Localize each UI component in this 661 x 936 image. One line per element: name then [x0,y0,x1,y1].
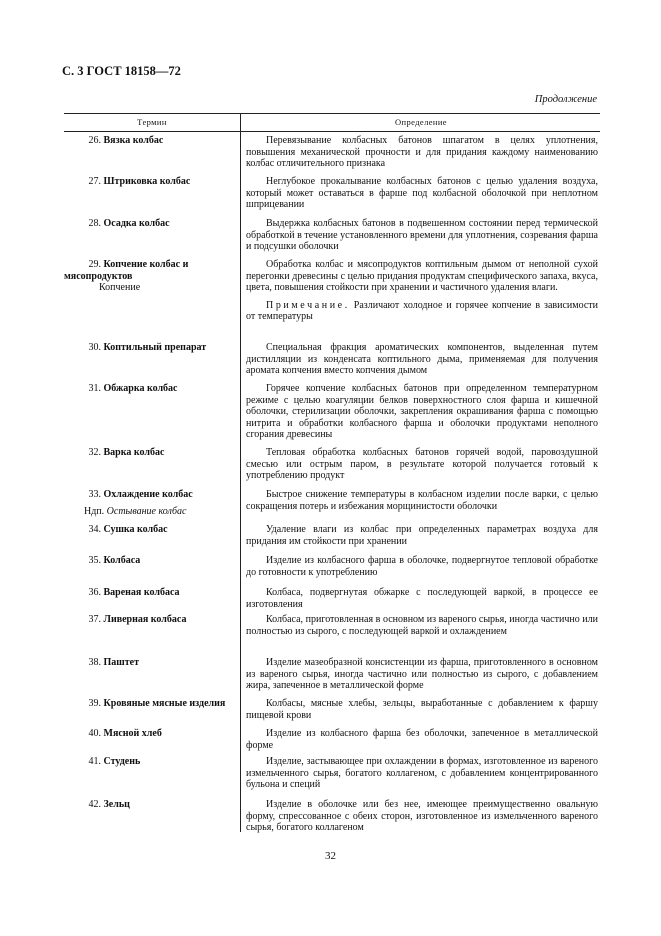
term-number: 30. [88,342,101,353]
term-number: 33. [88,489,101,500]
term-cell [64,756,236,768]
term-cell [64,176,236,188]
column-divider [240,130,241,832]
definition-cell [246,756,598,791]
term-cell [64,524,236,536]
term-name: Вареная колбаса [103,587,180,598]
definition-text: Изделие из колбасного фарша в оболочке, подвергнутое тепловой обработке до готовности к употреблению [246,555,598,578]
definition-cell [246,799,598,834]
term-number: 28. [88,218,101,229]
term-name: Копчение колбас и мясопродуктов [64,259,189,282]
term-cell [64,657,236,669]
definition-note [246,300,598,323]
definition-text: Колбаса, приготовленная в основном из вареного сырья, иногда частично или полностью из сырого, с последующей варкой и охлаждением [246,614,598,637]
definition-text: Быстрое снижение температуры в колбасном изделии после варки, с целью сокращения потерь и избежания морщинистости оболочки [246,489,598,512]
term-name: Паштет [103,657,139,668]
definition-text: Специальная фракция ароматических компонентов, выделенная путем дистилляции из конденсата коптильного дыма, применяемая для получения аромата копчения вместо копчения дымом [246,342,598,377]
term-number: 36. [88,587,101,598]
deprecated-term-name: Остывание колбас [106,505,187,517]
definition-cell [246,383,598,441]
term-cell [64,587,236,599]
continuation-label: Продолжение [534,94,597,105]
column-header-term: Термин [137,117,167,127]
term-number: 40. [88,728,101,739]
term-name: Мясной хлеб [103,728,162,739]
note-label: Примечание. [266,299,350,311]
definition-cell [246,447,598,482]
definition-cell [246,524,598,547]
term-number: 26. [88,135,101,146]
definition-cell [246,555,598,578]
definition-text: Неглубокое прокалывание колбасных батонов с целью удаления воздуха, который может оставаться в фарше под колбасной оболочкой при неплотном шприцевании [246,176,598,211]
term-name: Штриковка колбас [103,176,191,187]
definition-cell [246,218,598,253]
definition-cell [246,657,598,692]
definition-cell [246,728,598,751]
term-number: 31. [88,383,101,394]
definition-text: Обработка колбас и мясопродуктов коптильным дымом от неполной сухой перегонки древесины с целью придания продуктам специфического запаха, вкуса, цвета, повышения стойкости при хранении и частичного удаления влаги. [246,259,598,294]
definition-cell [246,587,598,610]
definition-cell [246,135,598,170]
term-number: 38. [88,657,101,668]
term-cell [64,614,236,626]
definition-cell [246,489,598,512]
term-cell [64,218,236,230]
note-text: Различают холодное и горячее копчение в зависимости от температуры [246,299,599,323]
term-number: 34. [88,524,101,535]
term-name: Сушка колбас [103,524,168,535]
term-cell [64,342,236,354]
term-name: Вязка колбас [103,135,164,146]
term-cell [64,698,236,710]
term-number: 41. [88,756,101,767]
term-name: Обжарка колбас [103,383,178,394]
definition-cell [246,342,598,377]
term-name: Студень [103,756,141,767]
term-name: Охлаждение колбас [103,489,193,500]
term-name: Зельц [103,799,130,810]
term-name: Варка колбас [103,447,165,458]
definition-cell [246,259,598,323]
term-name: Кровяные мясные изделия [103,698,226,709]
term-number: 32. [88,447,101,458]
term-number: 37. [88,614,101,625]
term-cell [64,259,236,294]
definition-text: Колбасы, мясные хлебы, зельцы, выработанные с добавлением к фаршу пищевой крови [246,698,598,721]
term-name: Ливерная колбаса [103,614,187,625]
term-number: 39. [88,698,101,709]
page-number: 32 [325,850,336,862]
definition-cell [246,614,598,637]
definition-cell [246,698,598,721]
term-cell [64,555,236,567]
term-cell [64,728,236,740]
definition-text: Изделие в оболочке или без нее, имеющее преимущественно овальную форму, спрессованное с обеих сторон, изготовленное из измельченного вареного сырья, богатого коллагеном [246,799,598,834]
definition-text: Изделие, застывающее при охлаждении в формах, изготовленное из вареного измельченного сырья, богатого коллагеном, с добавлением концентрированного бульона и специй [246,756,598,791]
term-name: Осадка колбас [103,218,170,229]
column-header-definition: Определение [240,114,601,131]
definition-text: Изделие мазеобразной консистенции из фарша, приготовленного в основном из вареного сырья, иногда частично или полностью из сырого, с добавлением жира, запеченное в металлической форме [246,657,598,692]
definition-text: Изделие из колбасного фарша без оболочки, запеченное в металлической форме [246,728,598,751]
term-name: Коптильный препарат [103,342,207,353]
term-number: 35. [88,555,101,566]
deprecated-label: Ндп. [84,505,105,517]
deprecated-term [64,506,236,518]
table-header [64,113,600,132]
term-number: 42. [88,799,101,810]
term-cell [64,799,236,811]
term-number: 29. [88,259,101,270]
term-cell [64,489,236,517]
definition-text: Горячее копчение колбасных батонов при определенном температурном режиме с целью коагуляции белков поверхностного слоя фарша и кишечной оболочки, стерилизации оболочки, закрепления окрашивания фарша с помощью нитрита и обработки колбасного фарша и оболочки продуктами неполного сгорания древесины [246,383,598,441]
definition-cell [246,176,598,211]
definition-text: Колбаса, подвергнутая обжарке с последующей варкой, в процессе ее изготовления [246,587,598,610]
definition-text: Удаление влаги из колбас при определенных параметрах воздуха для придания им стойкости при хранении [246,524,598,547]
definition-text: Тепловая обработка колбасных батонов горячей водой, паровоздушной смесью или острым паром, в результате которой получается готовый к употреблению продукт [246,447,598,482]
term-cell [64,447,236,459]
definition-text: Выдержка колбасных батонов в подвешенном состоянии перед термической обработкой в течение установленного времени для уплотнения, созревания фарша и подсушки оболочки [246,218,598,253]
document-header: С. 3 ГОСТ 18158—72 [62,64,181,78]
term-cell [64,383,236,395]
term-name: Колбаса [103,555,141,566]
term-number: 27. [88,176,101,187]
term-cell [64,135,236,147]
term-synonym: Копчение [99,282,141,294]
definition-text: Перевязывание колбасных батонов шпагатом в целях уплотнения, повышения механической прочности и для придания каждому наименованию колбас отличительного признака [246,135,598,170]
